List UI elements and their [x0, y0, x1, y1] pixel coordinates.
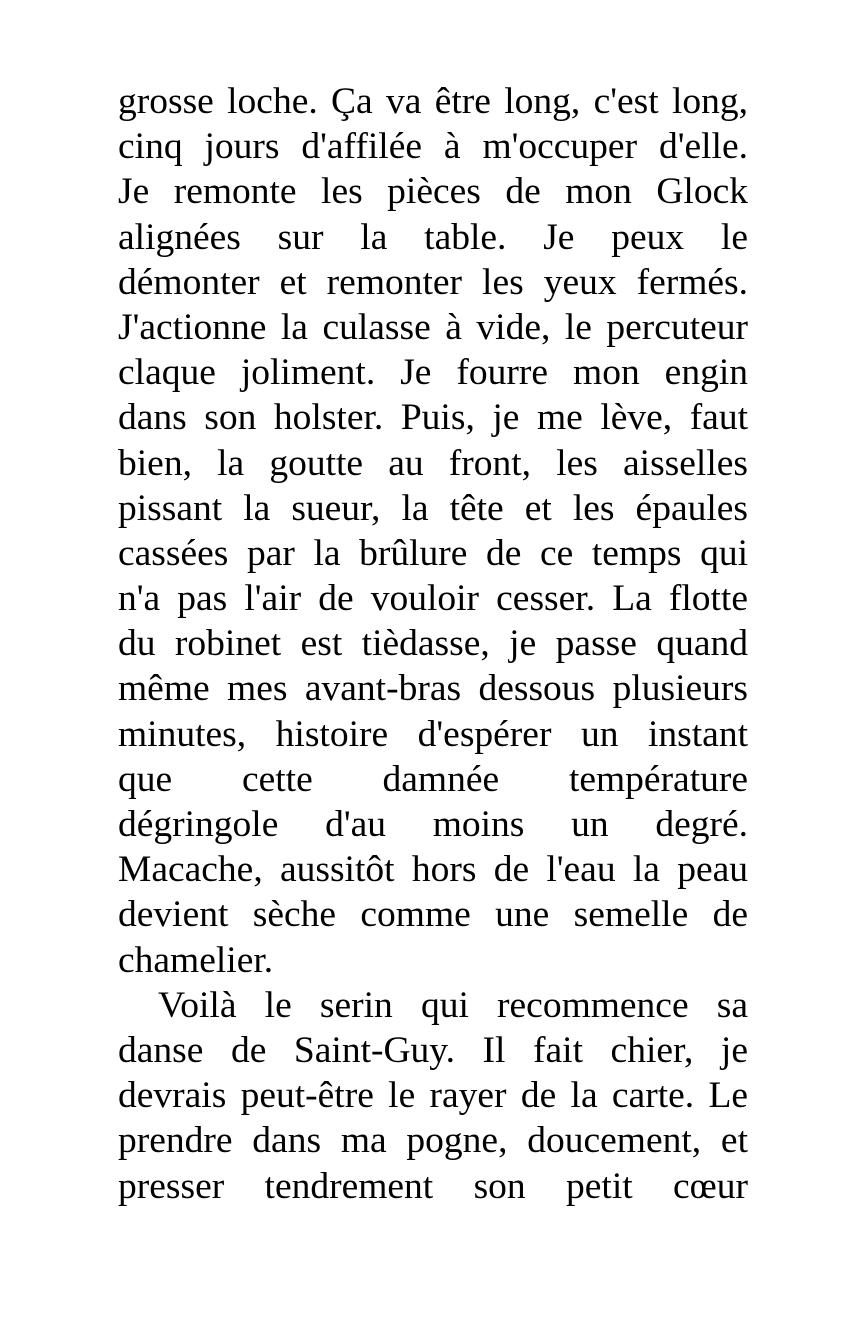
text-line: claque joliment. Je fourre mon engin: [118, 352, 748, 394]
text-line: presser tendrement son petit cœur: [118, 1165, 748, 1207]
text-line: cassées par la brûlure de ce temps qui: [118, 532, 748, 574]
paragraph-1: [118, 79, 748, 983]
text-line: n'a pas l'air de vouloir cesser. La flotte: [118, 578, 748, 620]
text-line: alignées sur la table. Je peux le: [118, 216, 748, 258]
paragraph-2: [118, 983, 748, 1209]
text-line: Macache, aussitôt hors de l'eau la peau: [118, 849, 748, 891]
text-line: prendre dans ma pogne, doucement, et: [118, 1120, 748, 1162]
text-line: dans son holster. Puis, je me lève, faut: [118, 397, 748, 439]
text-line: cinq jours d'affilée à m'occuper d'elle.: [118, 126, 748, 168]
text-line: bien, la goutte au front, les aisselles: [118, 442, 748, 484]
text-line: même mes avant-bras dessous plusieurs: [118, 668, 748, 710]
text-line: démonter et remonter les yeux fermés.: [118, 261, 748, 303]
text-line: Je remonte les pièces de mon Glock: [118, 171, 748, 213]
text-line: devrais peut-être le rayer de la carte. Le: [118, 1075, 748, 1117]
text-line: du robinet est tièdasse, je passe quand: [118, 623, 748, 665]
text-line: chamelier.: [118, 939, 274, 981]
text-line: minutes, histoire d'espérer un instant: [118, 713, 748, 755]
text-line: dégringole d'au moins un degré.: [118, 804, 748, 845]
text-line: pissant la sueur, la tête et les épaules: [118, 487, 748, 529]
text-line: que cette damnée température: [118, 758, 748, 800]
text-line: danse de Saint-Guy. Il fait chier, je: [118, 1029, 748, 1071]
text-line: J'actionne la culasse à vide, le percuteur: [118, 306, 748, 348]
text-line: Voilà le serin qui recommence sa: [158, 984, 748, 1026]
text-line: devient sèche comme une semelle de: [118, 894, 748, 936]
page-text: [118, 79, 748, 1209]
text-line: grosse loche. Ça va être long, c'est long,: [118, 81, 748, 122]
